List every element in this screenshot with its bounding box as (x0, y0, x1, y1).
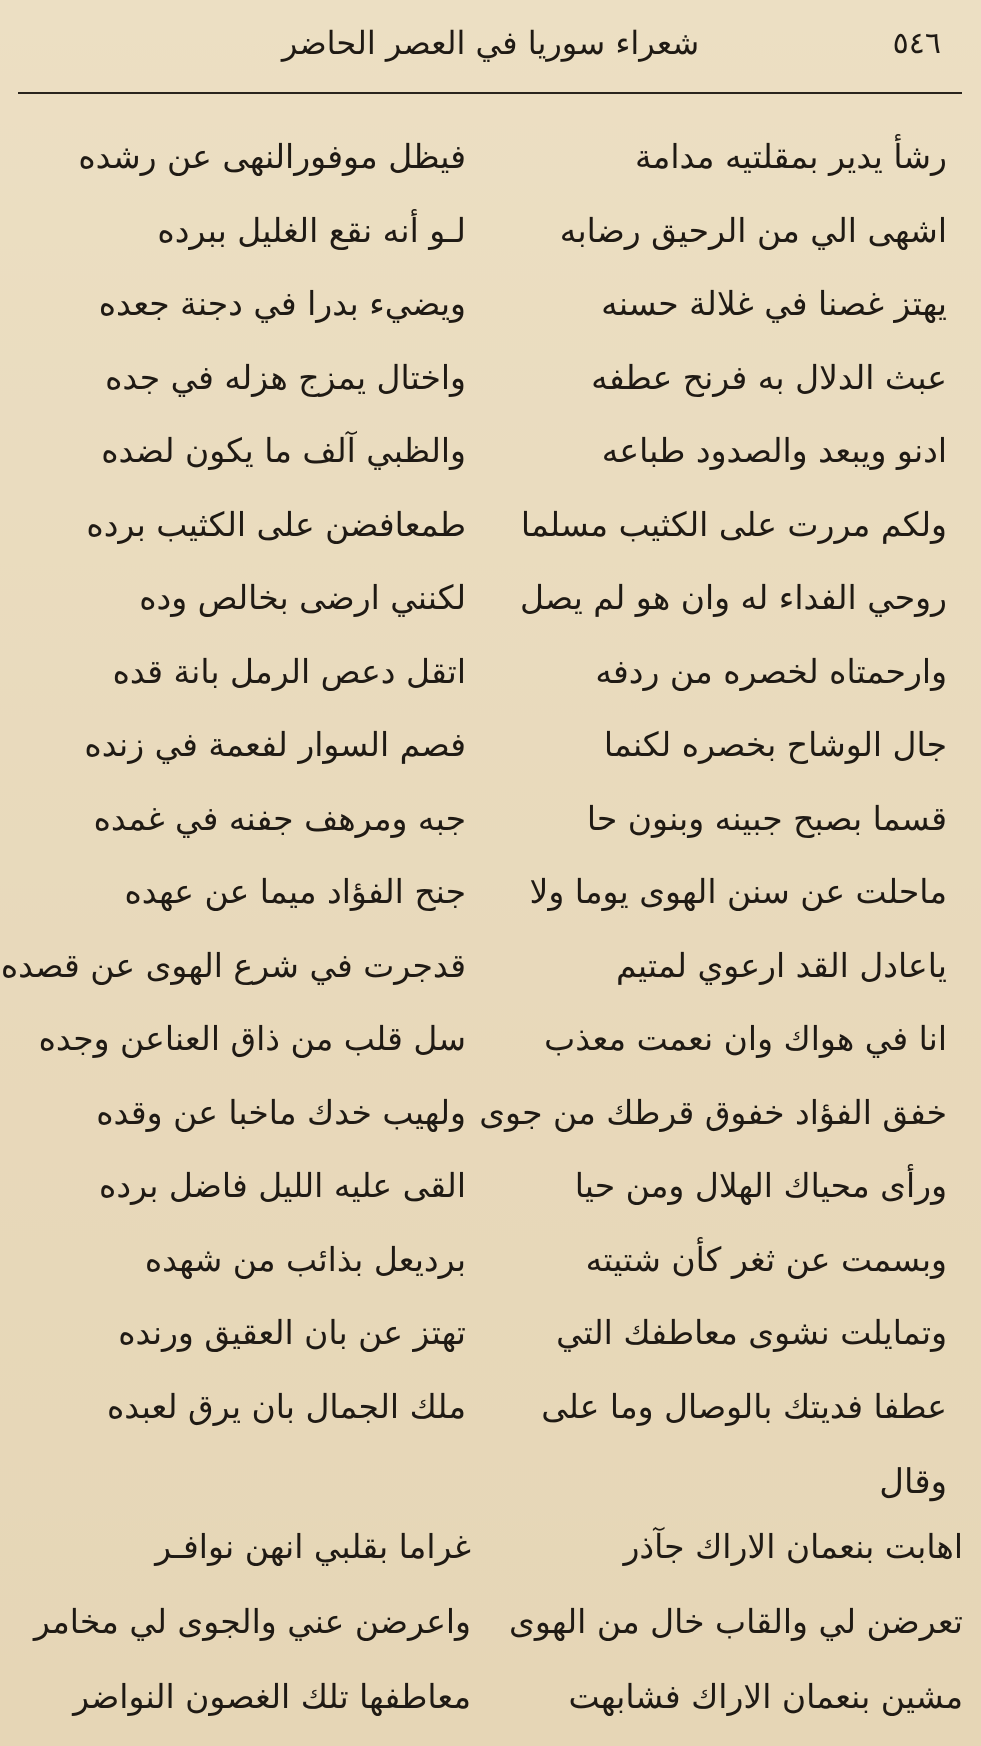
verse-hemistich-left: طمعافضن على الكثيب برده (86, 504, 466, 544)
verse-hemistich-left: فيظل موفورالنهى عن رشده (78, 137, 466, 176)
verse-hemistich-right: خفق الفؤاد خفوق قرطك من جوى (479, 1092, 947, 1132)
verse-hemistich-right: عبث الدلال به فرنح عطفه (591, 357, 947, 397)
verse-hemistich-right: ماحلت عن سنن الهوى يوما ولا (529, 872, 947, 911)
verse-hemistich-left: واختال يمزج هزله في جده (105, 357, 466, 397)
verse-hemistich-right: وتمايلت نشوى معاطفك التي (556, 1313, 947, 1352)
section-heading-qala: وقال (879, 1462, 947, 1502)
verse-hemistich-left: لـو أنه نقع الغليل ببرده (157, 210, 466, 250)
verse-hemistich-left: ويضيء بدرا في دجنة جعده (98, 284, 466, 323)
verse-hemistich-right: رشأ يدير بمقلتيه مدامة (634, 137, 947, 176)
verse-hemistich-right: ولكم مررت على الكثيب مسلما (520, 504, 947, 544)
verse-hemistich-right: قسما بصبح جبينه وبنون حا (586, 798, 947, 838)
verse-hemistich-left: ولهيب خدك ماخبا عن وقده (96, 1092, 466, 1132)
verse-hemistich-right: روحي الفداء له وان هو لم يصل (520, 578, 947, 617)
verse-hemistich-right: اهابت بنعمان الاراك جآذر (623, 1527, 963, 1566)
verse-hemistich-left: قدجرت في شرع الهوى عن قصده (0, 945, 466, 985)
verse-hemistich-left: ملك الجمال بان يرق لعبده (106, 1386, 466, 1426)
verse-hemistich-left: والظبي آلف ما يكون لضده (101, 431, 466, 470)
verse-hemistich-right: يهتز غصنا في غلالة حسنه (601, 284, 947, 323)
verse-hemistich-left: جنح الفؤاد ميما عن عهده (124, 872, 466, 911)
verse-hemistich-left: جبه ومرهف جفنه في غمده (93, 798, 466, 838)
page-number: ٥٤٦ (892, 26, 941, 61)
verse-hemistich-left: القى عليه الليل فاضل برده (99, 1166, 466, 1205)
verse-hemistich-right: انا في هواك وان نعمت معذب (544, 1019, 947, 1058)
verse-hemistich-right: ياعادل القد ارعوي لمتيم (615, 945, 947, 985)
verse-hemistich-left: معاطفها تلك الغصون النواضر (73, 1677, 471, 1716)
verse-hemistich-right: وارحمتاه لخصره من ردفه (595, 651, 947, 691)
verse-hemistich-left: غراما بقلبي انهن نوافـر (155, 1527, 471, 1566)
verse-hemistich-left: اتقل دعص الرمل بانة قده (112, 651, 466, 691)
verse-hemistich-left: فصم السوار لفعمة في زنده (84, 725, 466, 764)
verse-hemistich-right: اشهى الي من الرحيق رضابه (559, 210, 947, 250)
verse-hemistich-left: واعرضن عني والجوى لي مخامر (33, 1602, 471, 1641)
verse-hemistich-right: جال الوشاح بخصره لكنما (603, 725, 947, 764)
verse-hemistich-left: سل قلب من ذاق العناعن وجده (38, 1019, 466, 1058)
verse-hemistich-left: لكنني ارضى بخالص وده (139, 578, 466, 617)
page-header (0, 22, 981, 82)
verse-hemistich-right: وبسمت عن ثغر كأن شتيته (585, 1239, 947, 1279)
header-rule (18, 92, 962, 94)
verse-hemistich-right: ورأى محياك الهلال ومن حيا (574, 1166, 947, 1205)
running-title: شعراء سوريا في العصر الحاضر (281, 24, 700, 62)
verse-hemistich-left: تهتز عن بان العقيق ورنده (118, 1313, 466, 1352)
verse-hemistich-right: عطفا فديتك بالوصال وما على (541, 1386, 947, 1426)
verse-hemistich-left: برديعل بذائب من شهده (144, 1239, 466, 1279)
verse-hemistich-right: ادنو ويبعد والصدود طباعه (601, 431, 947, 470)
verse-hemistich-right: تعرضن لي والقاب خال من الهوى (509, 1602, 963, 1641)
verse-hemistich-right: مشين بنعمان الاراك فشابهت (568, 1677, 963, 1716)
